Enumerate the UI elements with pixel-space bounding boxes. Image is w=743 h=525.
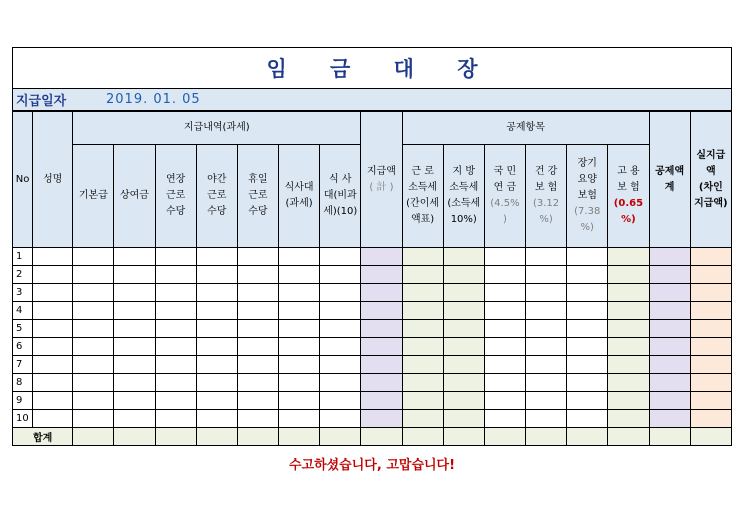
wage-ledger-sheet	[12, 47, 732, 473]
table-cell[interactable]	[649, 410, 690, 428]
table-cell[interactable]	[155, 320, 196, 338]
table-cell[interactable]	[443, 320, 484, 338]
table-cell[interactable]	[196, 338, 237, 356]
total-row	[13, 428, 732, 446]
total-label: 합계	[13, 428, 73, 446]
table-cell[interactable]	[114, 374, 155, 392]
total-cell[interactable]	[237, 428, 278, 446]
table-cell[interactable]	[484, 284, 525, 302]
table-cell[interactable]	[443, 356, 484, 374]
col-base-pay-header: 기본급	[73, 145, 114, 248]
table-cell[interactable]	[33, 356, 73, 374]
table-cell[interactable]	[567, 392, 608, 410]
row-number: 10	[13, 410, 33, 428]
table-cell[interactable]	[73, 320, 114, 338]
table-cell[interactable]	[155, 284, 196, 302]
table-cell[interactable]	[402, 392, 443, 410]
table-cell[interactable]	[484, 374, 525, 392]
table-cell[interactable]	[608, 320, 649, 338]
table-cell[interactable]	[690, 392, 731, 410]
table-cell[interactable]	[73, 410, 114, 428]
table-cell[interactable]	[402, 320, 443, 338]
table-cell[interactable]	[608, 356, 649, 374]
table-cell[interactable]	[73, 392, 114, 410]
table-cell[interactable]	[279, 374, 320, 392]
health-label: 건 강 보 험	[534, 166, 558, 193]
table-cell[interactable]	[649, 302, 690, 320]
table-cell[interactable]	[484, 338, 525, 356]
col-local-tax-header: 지 방 소득세 (소득세 10%)	[443, 145, 484, 248]
col-overtime-header: 연장 근로 수당	[155, 145, 196, 248]
table-cell[interactable]	[443, 266, 484, 284]
col-bonus-header: 상여금	[114, 145, 155, 248]
table-cell[interactable]	[73, 248, 114, 266]
table-cell[interactable]	[279, 248, 320, 266]
table-cell[interactable]	[402, 266, 443, 284]
table-cell[interactable]	[608, 302, 649, 320]
row-number: 1	[13, 248, 33, 266]
table-cell[interactable]	[567, 356, 608, 374]
table-cell[interactable]	[443, 338, 484, 356]
col-pension-header	[484, 145, 525, 248]
table-cell[interactable]	[526, 320, 567, 338]
table-cell[interactable]	[114, 392, 155, 410]
deduction-group-header: 공제항목	[402, 112, 649, 145]
table-cell[interactable]	[114, 302, 155, 320]
col-meal-taxable-header: 식사대 (과세)	[279, 145, 320, 248]
table-cell[interactable]	[237, 320, 278, 338]
table-cell[interactable]	[402, 374, 443, 392]
table-cell[interactable]	[279, 284, 320, 302]
table-cell[interactable]	[196, 356, 237, 374]
table-cell[interactable]	[155, 266, 196, 284]
table-cell[interactable]	[608, 338, 649, 356]
total-cell[interactable]	[690, 428, 731, 446]
table-cell[interactable]	[402, 302, 443, 320]
table-cell[interactable]	[484, 392, 525, 410]
total-cell[interactable]	[279, 428, 320, 446]
table-cell[interactable]	[402, 284, 443, 302]
table-cell[interactable]	[567, 302, 608, 320]
table-cell[interactable]	[237, 266, 278, 284]
table-cell[interactable]	[73, 266, 114, 284]
table-cell[interactable]	[361, 302, 402, 320]
col-total-pay-header	[361, 112, 402, 248]
table-cell[interactable]	[279, 338, 320, 356]
table-cell[interactable]	[608, 266, 649, 284]
table-cell[interactable]	[114, 320, 155, 338]
col-health-header	[526, 145, 567, 248]
table-cell[interactable]	[155, 410, 196, 428]
table-cell[interactable]	[279, 320, 320, 338]
table-cell[interactable]	[526, 356, 567, 374]
table-cell[interactable]	[73, 338, 114, 356]
table-cell[interactable]	[567, 266, 608, 284]
table-cell[interactable]	[237, 356, 278, 374]
table-cell[interactable]	[73, 374, 114, 392]
col-night-header: 야간 근로 수당	[196, 145, 237, 248]
thank-you-message: 수고하셨습니다, 고맙습니다!	[288, 458, 456, 473]
table-cell[interactable]	[690, 374, 731, 392]
table-cell[interactable]	[114, 284, 155, 302]
employment-rate: (0.65 %)	[613, 198, 644, 225]
col-no-header: No	[13, 112, 33, 248]
table-row	[13, 374, 732, 392]
table-cell[interactable]	[155, 392, 196, 410]
total-cell[interactable]	[608, 428, 649, 446]
table-cell[interactable]	[320, 320, 361, 338]
table-cell[interactable]	[279, 302, 320, 320]
table-cell[interactable]	[649, 248, 690, 266]
table-cell[interactable]	[114, 338, 155, 356]
table-cell[interactable]	[155, 374, 196, 392]
table-cell[interactable]	[567, 374, 608, 392]
table-cell[interactable]	[443, 392, 484, 410]
table-cell[interactable]	[526, 284, 567, 302]
total-cell[interactable]	[567, 428, 608, 446]
col-name-header: 성명	[33, 112, 73, 248]
table-row	[13, 338, 732, 356]
table-cell[interactable]	[526, 410, 567, 428]
table-cell[interactable]	[690, 356, 731, 374]
table-cell[interactable]	[361, 320, 402, 338]
table-cell[interactable]	[608, 284, 649, 302]
table-cell[interactable]	[484, 410, 525, 428]
table-cell[interactable]	[196, 410, 237, 428]
table-cell[interactable]	[196, 266, 237, 284]
table-cell[interactable]	[526, 338, 567, 356]
table-cell[interactable]	[237, 284, 278, 302]
table-cell[interactable]	[320, 410, 361, 428]
col-holiday-header: 휴일 근로 수당	[237, 145, 278, 248]
table-cell[interactable]	[649, 266, 690, 284]
health-rate: (3.12 %)	[532, 198, 560, 225]
table-cell[interactable]	[443, 302, 484, 320]
row-number: 8	[13, 374, 33, 392]
table-cell[interactable]	[402, 338, 443, 356]
total-cell[interactable]	[402, 428, 443, 446]
total-cell[interactable]	[114, 428, 155, 446]
table-cell[interactable]	[33, 338, 73, 356]
table-cell[interactable]	[361, 266, 402, 284]
table-cell[interactable]	[237, 392, 278, 410]
table-cell[interactable]	[567, 284, 608, 302]
row-number: 4	[13, 302, 33, 320]
wage-table	[12, 111, 732, 446]
table-cell[interactable]	[361, 392, 402, 410]
table-cell[interactable]	[237, 374, 278, 392]
table-cell[interactable]	[114, 248, 155, 266]
total-cell[interactable]	[484, 428, 525, 446]
table-cell[interactable]	[690, 248, 731, 266]
table-cell[interactable]	[155, 248, 196, 266]
row-number: 3	[13, 284, 33, 302]
table-cell[interactable]	[608, 374, 649, 392]
total-cell[interactable]	[196, 428, 237, 446]
table-cell[interactable]	[526, 374, 567, 392]
col-employment-header	[608, 145, 649, 248]
table-cell[interactable]	[649, 356, 690, 374]
table-cell[interactable]	[402, 248, 443, 266]
table-cell[interactable]	[649, 392, 690, 410]
table-cell[interactable]	[155, 356, 196, 374]
table-cell[interactable]	[237, 338, 278, 356]
table-cell[interactable]	[608, 248, 649, 266]
table-cell[interactable]	[690, 266, 731, 284]
ledger-title: 임 금 대 장	[12, 47, 732, 89]
col-meal-nontaxable-header: 식 사 대(비과 세)(10)	[320, 145, 361, 248]
table-cell[interactable]	[402, 356, 443, 374]
table-cell[interactable]	[114, 356, 155, 374]
pay-date-label: 지급일자	[16, 94, 67, 109]
table-cell[interactable]	[649, 374, 690, 392]
pension-label: 국 민 연 금	[493, 166, 517, 193]
table-cell[interactable]	[361, 374, 402, 392]
table-cell[interactable]	[567, 320, 608, 338]
table-cell[interactable]	[361, 284, 402, 302]
table-cell[interactable]	[73, 356, 114, 374]
table-cell[interactable]	[196, 302, 237, 320]
table-cell[interactable]	[690, 320, 731, 338]
table-row	[13, 302, 732, 320]
table-row	[13, 392, 732, 410]
table-cell[interactable]	[196, 374, 237, 392]
table-cell[interactable]	[608, 410, 649, 428]
table-cell[interactable]	[33, 284, 73, 302]
col-income-tax-header: 근 로 소득세 (간이세 액표)	[402, 145, 443, 248]
row-number: 6	[13, 338, 33, 356]
row-number: 9	[13, 392, 33, 410]
table-cell[interactable]	[484, 302, 525, 320]
table-cell[interactable]	[484, 266, 525, 284]
table-cell[interactable]	[690, 284, 731, 302]
table-cell[interactable]	[320, 266, 361, 284]
col-deduction-total-header: 공제액 계	[649, 112, 690, 248]
table-cell[interactable]	[33, 266, 73, 284]
table-cell[interactable]	[196, 284, 237, 302]
table-cell[interactable]	[33, 392, 73, 410]
table-cell[interactable]	[649, 320, 690, 338]
pension-rate: (4.5% )	[490, 198, 520, 225]
row-number: 5	[13, 320, 33, 338]
table-cell[interactable]	[196, 392, 237, 410]
table-cell[interactable]	[320, 392, 361, 410]
table-cell[interactable]	[567, 248, 608, 266]
row-number: 7	[13, 356, 33, 374]
total-cell[interactable]	[155, 428, 196, 446]
table-cell[interactable]	[361, 356, 402, 374]
total-pay-label: 지급액	[366, 165, 396, 177]
table-row	[13, 320, 732, 338]
table-cell[interactable]	[443, 248, 484, 266]
pay-date-row	[12, 89, 732, 111]
table-cell[interactable]	[361, 248, 402, 266]
table-cell[interactable]	[33, 410, 73, 428]
table-cell[interactable]	[279, 356, 320, 374]
table-row	[13, 410, 732, 428]
table-cell[interactable]	[443, 284, 484, 302]
pay-date-value[interactable]: 2019. 01. 05	[106, 92, 201, 107]
table-cell[interactable]	[33, 248, 73, 266]
table-cell[interactable]	[320, 338, 361, 356]
ltc-label: 장기 요양 보험	[577, 158, 597, 201]
table-cell[interactable]	[649, 338, 690, 356]
table-row	[13, 284, 732, 302]
table-cell[interactable]	[279, 266, 320, 284]
table-cell[interactable]	[567, 338, 608, 356]
table-cell[interactable]	[33, 374, 73, 392]
table-row	[13, 356, 732, 374]
table-cell[interactable]	[320, 302, 361, 320]
total-cell[interactable]	[361, 428, 402, 446]
table-cell[interactable]	[33, 320, 73, 338]
total-cell[interactable]	[443, 428, 484, 446]
table-cell[interactable]	[320, 356, 361, 374]
table-cell[interactable]	[237, 302, 278, 320]
table-cell[interactable]	[320, 284, 361, 302]
pay-items-group-header: 지급내역(과세)	[73, 112, 361, 145]
table-cell[interactable]	[649, 284, 690, 302]
table-cell[interactable]	[237, 248, 278, 266]
table-cell[interactable]	[526, 302, 567, 320]
table-cell[interactable]	[690, 338, 731, 356]
table-cell[interactable]	[484, 248, 525, 266]
table-cell[interactable]	[443, 410, 484, 428]
table-cell[interactable]	[567, 410, 608, 428]
table-cell[interactable]	[73, 284, 114, 302]
employment-label: 고 용 보 험	[617, 166, 640, 193]
table-cell[interactable]	[279, 410, 320, 428]
table-cell[interactable]	[526, 248, 567, 266]
table-cell[interactable]	[320, 374, 361, 392]
table-cell[interactable]	[526, 266, 567, 284]
table-cell[interactable]	[690, 410, 731, 428]
table-cell[interactable]	[196, 248, 237, 266]
total-cell[interactable]	[73, 428, 114, 446]
total-cell[interactable]	[526, 428, 567, 446]
table-cell[interactable]	[361, 338, 402, 356]
table-cell[interactable]	[443, 374, 484, 392]
table-cell[interactable]	[608, 392, 649, 410]
table-cell[interactable]	[196, 320, 237, 338]
col-ltc-header	[567, 145, 608, 248]
row-number: 2	[13, 266, 33, 284]
table-cell[interactable]	[690, 302, 731, 320]
table-cell[interactable]	[114, 410, 155, 428]
total-cell[interactable]	[320, 428, 361, 446]
table-cell[interactable]	[279, 392, 320, 410]
table-cell[interactable]	[526, 392, 567, 410]
table-cell[interactable]	[155, 302, 196, 320]
table-cell[interactable]	[484, 356, 525, 374]
table-row	[13, 266, 732, 284]
table-cell[interactable]	[361, 410, 402, 428]
ltc-rate: (7.38 %)	[574, 206, 601, 233]
table-cell[interactable]	[320, 248, 361, 266]
table-cell[interactable]	[237, 410, 278, 428]
table-cell[interactable]	[73, 302, 114, 320]
table-row	[13, 248, 732, 266]
table-cell[interactable]	[114, 266, 155, 284]
table-cell[interactable]	[155, 338, 196, 356]
total-pay-sub: ( 計 )	[369, 181, 394, 193]
col-net-pay-header: 실지급 액 (차인 지급액)	[690, 112, 731, 248]
table-cell[interactable]	[33, 302, 73, 320]
table-cell[interactable]	[484, 320, 525, 338]
table-cell[interactable]	[402, 410, 443, 428]
total-cell[interactable]	[649, 428, 690, 446]
